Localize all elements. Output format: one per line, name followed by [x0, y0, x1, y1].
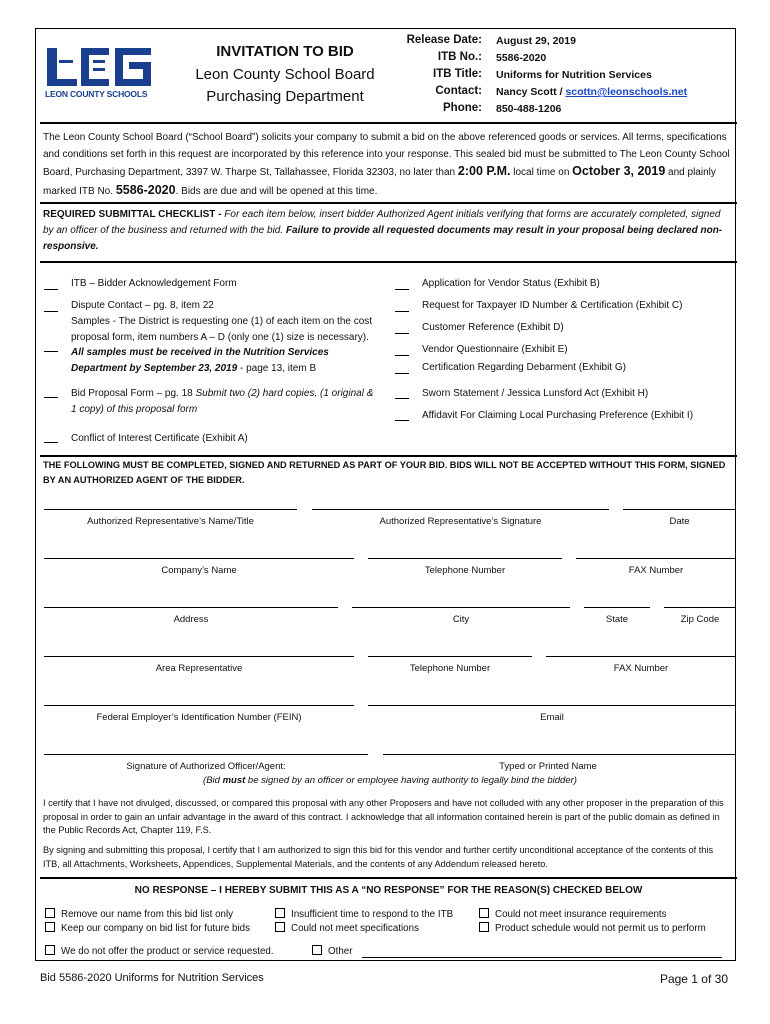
- option-label: Could not meet insurance requirements: [495, 909, 667, 920]
- option-label: We do not offer the product or service requested.: [61, 946, 274, 957]
- area-telephone-label: Telephone Number: [409, 663, 491, 674]
- initial-line[interactable]: [44, 442, 58, 443]
- itb-no-label: ITB No.:: [437, 51, 482, 63]
- state-label: State: [605, 614, 629, 625]
- checklist-item-bid-proposal: [71, 386, 376, 417]
- due-date: October 3, 2019: [572, 164, 666, 178]
- option-label: Other: [328, 946, 353, 957]
- checklist-instructions: [43, 207, 731, 255]
- bid-proposal-note: Submit two (2) hard copies, (1 original & 1 copy) of this proposal form: [71, 388, 374, 415]
- checkbox-icon[interactable]: [275, 908, 285, 918]
- checkbox-icon[interactable]: [275, 922, 285, 932]
- phone-label: Phone:: [443, 102, 482, 114]
- no-response-option-other[interactable]: [312, 945, 353, 957]
- samples-text: Samples - The District is requesting one (1) of each item on the cost proposal form, item numbers A – D (only one (1) size is necessary).: [71, 316, 373, 343]
- option-label: Remove our name from this bid list only: [61, 909, 234, 920]
- itb-no-value: 5586-2020: [496, 52, 547, 64]
- zip-label: Zip Code: [680, 614, 720, 625]
- checkbox-icon[interactable]: [312, 945, 322, 955]
- footer-bid-title: Bid 5586-2020 Uniforms for Nutrition Services: [40, 972, 264, 984]
- no-response-option-specifications[interactable]: [275, 922, 419, 934]
- city-line[interactable]: [352, 607, 570, 608]
- option-label: Insufficient time to respond to the ITB: [291, 909, 454, 920]
- certification-collusion: I certify that I have not divulged, discussed, or compared this proposal with any other Proposers and have not colluded with any other proposer in the preparation of this proposal in order to gain an unfair advantage in the award of this contract. I acknowledge that all information contained herein is part of the public domain as defined in the Public Records Act, Chapter 119, F.S.: [43, 798, 724, 835]
- area-fax-line[interactable]: [546, 656, 736, 657]
- no-response-option-insufficient-time[interactable]: [275, 908, 453, 920]
- rep-signature-label: Authorized Representative’s Signature: [379, 516, 542, 527]
- initial-line[interactable]: [395, 289, 409, 290]
- checklist-item-local-preference: Affidavit For Claiming Local Purchasing Preference (Exhibit I): [422, 410, 694, 421]
- signature-requirement-notice: THE FOLLOWING MUST BE COMPLETED, SIGNED AND RETURNED AS PART OF YOUR BID. BIDS WILL NOT BE ACCEPTED WITHOUT THIS FORM, SIGNED BY AN AUTHORIZED AGENT OF THE BIDDER.: [43, 460, 726, 485]
- date-label: Date: [669, 516, 690, 527]
- checklist-instructions-text: For each item below, insert bidder Authorized Agent initials verifying that forms are accurately completed, signed by an officer of the business and returned with the bid.: [43, 209, 721, 236]
- itb-title-value: Uniforms for Nutrition Services: [496, 69, 652, 81]
- checklist-item-samples: [71, 314, 376, 376]
- checklist-item-taxpayer-id: Request for Taxpayer ID Number & Certification (Exhibit C): [422, 300, 683, 311]
- no-response-option-insurance[interactable]: [479, 908, 667, 920]
- initial-line[interactable]: [395, 420, 409, 421]
- intro-end: . Bids are due and will be opened at this time.: [175, 185, 378, 197]
- fax-label: FAX Number: [628, 565, 684, 576]
- area-rep-label: Area Representative: [155, 663, 243, 674]
- checklist-item-acknowledgement: ITB – Bidder Acknowledgement Form: [71, 278, 237, 289]
- intro-mid2: and plainly marked ITB No.: [43, 167, 716, 197]
- no-response-option-no-product[interactable]: [45, 945, 274, 957]
- divider: [40, 202, 737, 204]
- initial-line[interactable]: [395, 398, 409, 399]
- intro-text: The Leon County School Board (“School Board”) solicits your company to submit a bid on the above referenced goods or services. All terms, specifications and conditions set forth in this request are incorporated by this reference into your response. This sealed bid must be submitted to The Leon County School Board, Purchasing Department, 3397 W. Tharpe St, Tallahassee, Florida 32303, no later than: [43, 132, 730, 178]
- signature-authority-note: [44, 775, 736, 786]
- initial-line[interactable]: [44, 351, 58, 352]
- release-date-value: August 29, 2019: [496, 35, 576, 47]
- company-name-label: Company’s Name: [161, 565, 237, 576]
- city-label: City: [452, 614, 470, 625]
- note-part: be signed by an officer or employee having authority to legally bind the bidder): [245, 775, 577, 786]
- area-fax-label: FAX Number: [613, 663, 669, 674]
- option-label: Could not meet specifications: [291, 923, 419, 934]
- itb-number: 5586-2020: [115, 182, 176, 197]
- address-line[interactable]: [44, 607, 338, 608]
- area-rep-line[interactable]: [44, 656, 354, 657]
- no-response-option-remove-name[interactable]: [45, 908, 233, 920]
- zip-line[interactable]: [664, 607, 736, 608]
- checklist-item-vendor-questionnaire: Vendor Questionnaire (Exhibit E): [422, 344, 568, 355]
- checklist-item-customer-reference: Customer Reference (Exhibit D): [422, 322, 564, 333]
- checklist-item-dispute-contact: Dispute Contact – pg. 8, item 22: [71, 300, 214, 311]
- certification-authority: By signing and submitting this proposal, I certify that I am authorized to sign this bid for this vendor and further certify unconditional acceptance of the contents of this ITB, all Attachments, Worksheets, Appendices, Supplemental Materials, and the contents of any Addendum released hereto.: [43, 845, 714, 869]
- initial-line[interactable]: [395, 333, 409, 334]
- date-line[interactable]: [623, 509, 736, 510]
- note-part: (Bid: [203, 775, 223, 786]
- logo-wordmark: LEON COUNTY SCHOOLS: [45, 89, 148, 99]
- note-emphasis: must: [222, 775, 246, 786]
- telephone-line[interactable]: [368, 558, 562, 559]
- no-response-heading: NO RESPONSE – I HEREBY SUBMIT THIS AS A “NO RESPONSE” FOR THE REASON(S) CHECKED BELOW: [134, 885, 643, 896]
- company-name-line[interactable]: [44, 558, 354, 559]
- checkbox-icon[interactable]: [45, 908, 55, 918]
- divider: [40, 877, 737, 879]
- area-telephone-line[interactable]: [368, 656, 532, 657]
- checklist-warning: Failure to provide all requested documents may result in your proposal being declared non-responsive.: [43, 225, 723, 252]
- checklist-heading: REQUIRED SUBMITTAL CHECKLIST -: [43, 209, 225, 220]
- initial-line[interactable]: [44, 311, 58, 312]
- department-name: Purchasing Department: [206, 88, 364, 105]
- checklist-item-vendor-status: Application for Vendor Status (Exhibit B): [422, 278, 600, 289]
- option-label: Product schedule would not permit us to perform: [495, 923, 706, 934]
- bid-proposal-text: Bid Proposal Form – pg. 18: [71, 388, 196, 399]
- no-response-option-keep-company[interactable]: [45, 922, 250, 934]
- divider: [40, 261, 737, 263]
- checkbox-icon[interactable]: [45, 945, 55, 955]
- contact-value: [496, 86, 687, 98]
- printed-name-line[interactable]: [383, 754, 736, 755]
- initial-line[interactable]: [44, 289, 58, 290]
- itb-title-label: ITB Title:: [433, 68, 482, 80]
- telephone-label: Telephone Number: [424, 565, 506, 576]
- email-line[interactable]: [368, 705, 736, 706]
- officer-signature-label: Signature of Authorized Officer/Agent:: [126, 761, 286, 772]
- checkbox-icon[interactable]: [45, 922, 55, 932]
- initial-line[interactable]: [44, 397, 58, 398]
- contact-name: Nancy Scott /: [496, 86, 566, 98]
- initial-line[interactable]: [395, 311, 409, 312]
- initial-line[interactable]: [395, 355, 409, 356]
- phone-value: 850-488-1206: [496, 103, 562, 115]
- samples-deadline: All samples must be received in the Nutrition Services Department by September 23, 2019: [71, 347, 329, 374]
- samples-ref: - page 13, item B: [237, 362, 317, 374]
- page-number: Page 1 of 30: [659, 972, 728, 986]
- rep-signature-line[interactable]: [312, 509, 609, 510]
- option-label: Keep our company on bid list for future bids: [61, 923, 250, 934]
- divider: [40, 455, 737, 457]
- address-label: Address: [173, 614, 209, 625]
- contact-label: Contact:: [435, 85, 482, 97]
- board-name: Leon County School Board: [195, 66, 375, 83]
- email-label: Email: [540, 712, 564, 723]
- intro-paragraph: [43, 130, 731, 200]
- checkbox-icon[interactable]: [479, 922, 489, 932]
- intro-mid: local time on: [510, 167, 573, 178]
- divider: [40, 122, 737, 124]
- checklist-item-debarment: Certification Regarding Debarment (Exhibit G): [422, 362, 626, 373]
- fax-line[interactable]: [576, 558, 736, 559]
- fein-line[interactable]: [44, 705, 354, 706]
- rep-name-line[interactable]: [44, 509, 297, 510]
- rep-name-label: Authorized Representative’s Name/Title: [87, 516, 254, 527]
- initial-line[interactable]: [395, 373, 409, 374]
- state-line[interactable]: [584, 607, 650, 608]
- checkbox-icon[interactable]: [479, 908, 489, 918]
- release-date-label: Release Date:: [406, 34, 482, 46]
- no-response-option-schedule[interactable]: [479, 922, 706, 934]
- fein-label: Federal Employer’s Identification Number (FEIN): [96, 712, 302, 723]
- printed-name-label: Typed or Printed Name: [499, 761, 597, 772]
- checklist-item-conflict-of-interest: Conflict of Interest Certificate (Exhibit A): [71, 433, 248, 444]
- due-time: 2:00 P.M.: [457, 164, 511, 178]
- contact-email-link[interactable]: scottn@leonschools.net: [565, 86, 688, 98]
- checklist-item-sworn-statement: Sworn Statement / Jessica Lunsford Act (Exhibit H): [422, 388, 649, 399]
- officer-signature-line[interactable]: [44, 754, 368, 755]
- document-title: INVITATION TO BID: [216, 43, 354, 60]
- other-reason-line[interactable]: [362, 957, 722, 958]
